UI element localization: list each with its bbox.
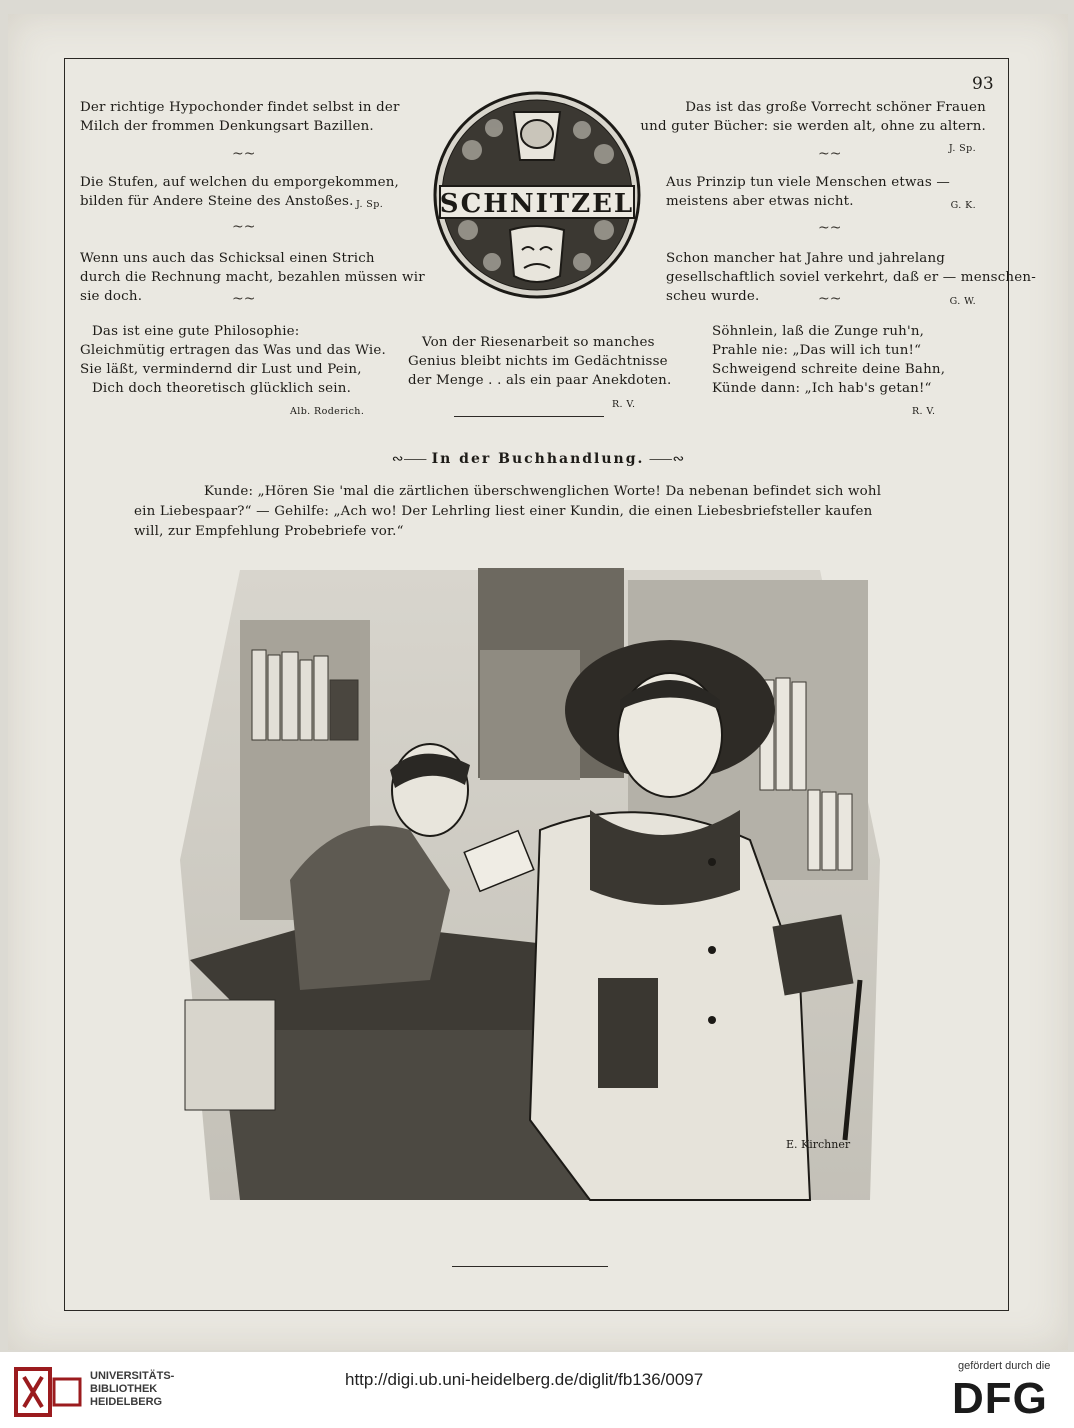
poem-right-author: R. V.	[912, 406, 936, 417]
aphorism-left-2-line-1: Die Stufen, auf welchen du emporgekommen,	[80, 175, 399, 190]
aphorism-left-3-line-3: sie doch.	[80, 289, 143, 304]
university-logo-icon	[12, 1365, 86, 1419]
title-flourish-left-icon: ∾⸺	[391, 451, 432, 467]
separator-right-1: ~~	[818, 146, 842, 162]
aphorism-right-3-line-1: Schon mancher hat Jahre und jahrelang	[666, 251, 946, 266]
story-title-text: In der Buchhandlung.	[431, 451, 645, 467]
poem-center-line-1: Von der Riesenarbeit so manches	[422, 335, 655, 350]
bookshop-illustration	[180, 560, 880, 1250]
aphorism-right-3-author: G. W.	[949, 296, 976, 307]
aphorism-left-3-line-2: durch die Rechnung macht, bezahlen müssen wir	[80, 270, 425, 285]
story-line-1: Kunde: „Hören Sie 'mal die zärtlichen überschwenglichen Worte! Da nebenan befindet sich wohl	[204, 484, 882, 499]
poem-center-line-2: Genius bleibt nichts im Gedächtnisse	[408, 354, 668, 369]
university-name-line-3: HEIDELBERG	[90, 1396, 163, 1408]
poem-right-line-2: Prahle nie: „Das will ich tun!“	[712, 343, 922, 358]
university-name-line-1: UNIVERSITÄTS-	[90, 1370, 175, 1382]
aphorism-right-2-line-2: meistens aber etwas nicht.	[666, 194, 854, 209]
poem-right-line-3: Schweigend schreite deine Bahn,	[712, 362, 946, 377]
poem-left-line-1: Das ist eine gute Philosophie:	[92, 324, 300, 339]
poem-right-line-4: Künde dann: „Ich hab's getan!“	[712, 381, 932, 396]
funding-note: gefördert durch die	[958, 1360, 1051, 1372]
separator-right-2: ~~	[818, 220, 842, 236]
aphorism-right-1-author: J. Sp.	[948, 143, 976, 154]
aphorism-left-1-line-1: Der richtige Hypochonder findet selbst in der	[80, 100, 400, 115]
separator-left-1: ~~	[232, 146, 256, 162]
aphorism-right-3-line-3: scheu wurde.	[666, 289, 760, 304]
poem-center-rule	[454, 416, 604, 417]
bottom-rule	[452, 1266, 608, 1267]
title-flourish-right-icon: ⸺∾	[644, 451, 685, 467]
aphorism-right-3-line-2: gesellschaftlich soviel verkehrt, daß er — menschen-	[666, 270, 1036, 285]
emblem-lettering: SCHNITZEL	[439, 189, 635, 219]
poem-right-line-1: Söhnlein, laß die Zunge ruh'n,	[712, 324, 925, 339]
dfg-logo: DFG	[952, 1374, 1048, 1423]
aphorism-right-2-author: G. K.	[950, 200, 976, 211]
university-name	[90, 1370, 174, 1409]
aphorism-left-3-line-1: Wenn uns auch das Schicksal einen Strich	[80, 251, 375, 266]
aphorism-left-2-line-2: bilden für Andere Steine des Anstoßes.	[80, 194, 354, 209]
story-line-3: will, zur Empfehlung Probebriefe vor.“	[134, 524, 404, 539]
poem-center-line-3: der Menge . . als ein paar Anekdoten.	[408, 373, 672, 388]
story-title	[356, 448, 720, 468]
separator-left-3: ~~	[232, 291, 256, 307]
aphorism-right-2-line-1: Aus Prinzip tun viele Menschen etwas —	[666, 175, 950, 190]
aphorism-right-1-line-2: und guter Bücher: sie werden alt, ohne zu altern.	[640, 119, 986, 134]
poem-center-author: R. V.	[612, 399, 636, 410]
source-url-link[interactable]: http://digi.ub.uni-heidelberg.de/diglit/fb136/0097	[345, 1370, 704, 1389]
separator-left-2: ~~	[232, 219, 256, 235]
aphorism-right-1-line-1: Das ist das große Vorrecht schöner Frauen	[685, 100, 986, 115]
poem-left-line-3: Sie läßt, vermindernd dir Lust und Pein,	[80, 362, 362, 377]
poem-left-author: Alb. Roderich.	[290, 406, 365, 417]
aphorism-left-1-line-2: Milch der frommen Denkungsart Bazillen.	[80, 119, 374, 134]
illustration-signature: E. Kirchner	[786, 1138, 851, 1151]
story-line-2: ein Liebespaar?“ — Gehilfe: „Ach wo! Der Lehrling liest einer Kundin, die einen Liebesbriefsteller kaufen	[134, 504, 873, 519]
poem-left-line-2: Gleichmütig ertragen das Was und das Wie.	[80, 343, 386, 358]
schnitzel-emblem	[432, 90, 642, 300]
university-name-line-2: BIBLIOTHEK	[90, 1383, 158, 1395]
page-number: 93	[972, 74, 994, 94]
separator-right-3: ~~	[818, 291, 842, 307]
aphorism-left-2-author: J. Sp.	[356, 199, 384, 210]
footer-bar	[0, 1352, 1074, 1428]
poem-left-line-4: Dich doch theoretisch glücklich sein.	[92, 381, 352, 396]
